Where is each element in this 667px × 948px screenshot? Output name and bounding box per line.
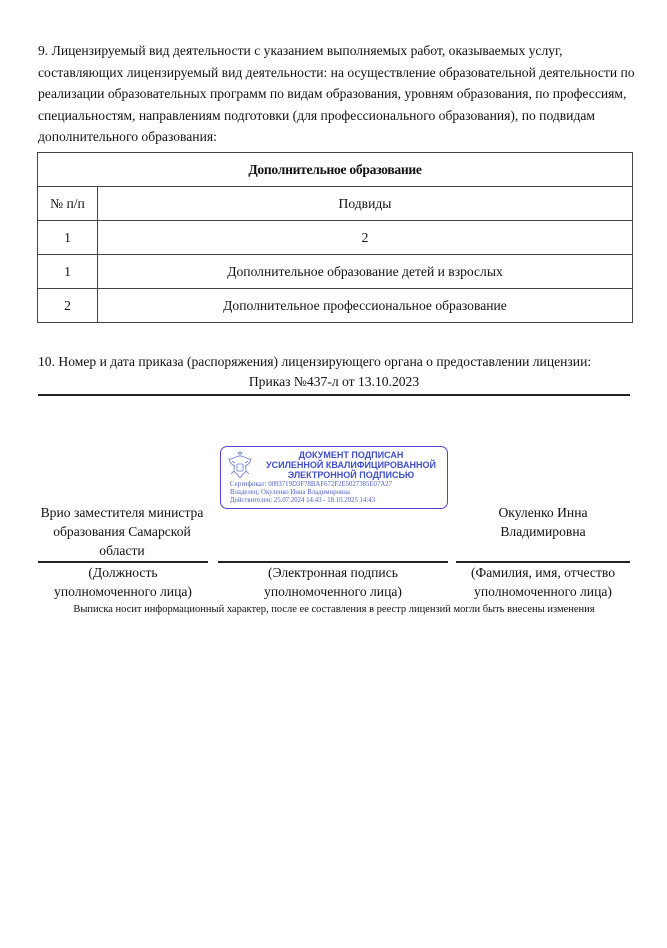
position-line: области [99, 543, 145, 558]
section-9-text: 9. Лицензируемый вид деятельности с указанием выполняемых работ, оказываемых услуг, составляющих лицензируемый вид деятельности: на осуществление образовательной деятельности по реализации образовательных программ по видам образования, уровням образования, по профессиям, специальностям, направлениям подготовки (для профессионального образования), по подвидам дополнительного образования: [38, 43, 635, 144]
table-column-number-row [38, 221, 633, 255]
caption-full-name [456, 563, 630, 601]
license-table [37, 152, 633, 323]
caption-line: (Электронная подпись [268, 565, 398, 580]
stamp-title [255, 450, 447, 480]
disclaimer-note: Выписка носит информационный характер, после ее составления в реестр лицензий могли быть внесены изменения [73, 604, 595, 615]
caption-e-signature [218, 563, 448, 601]
table-row [38, 289, 633, 323]
caption-line: (Фамилия, имя, отчество [470, 565, 616, 580]
signatory-position [30, 503, 214, 560]
stamp-title-line: ЭЛЕКТРОННОЙ ПОДПИСЬЮ [287, 470, 415, 480]
table-title-row [38, 153, 633, 187]
position-line: Врио заместителя министра [40, 505, 204, 520]
signatory-name [456, 503, 630, 541]
table-title: Дополнительное образование [38, 153, 633, 187]
row-subtype: Дополнительное образование детей и взрослых [98, 255, 633, 289]
caption-position [30, 563, 216, 601]
caption-line: уполномоченного лица) [264, 584, 402, 599]
coat-of-arms-icon [226, 451, 254, 481]
order-underline [38, 394, 630, 396]
row-number: 1 [38, 255, 98, 289]
order-number: Приказ №437-л от 13.10.2023 [248, 374, 420, 389]
section-10-text: 10. Номер и дата приказа (распоряжения) лицензирующего органа о предоставлении лицензии: [38, 354, 592, 369]
name-line: Владимировна [500, 524, 586, 539]
stamp-title-line: ДОКУМЕНТ ПОДПИСАН [298, 450, 404, 460]
column-number: 1 [38, 221, 98, 255]
row-subtype: Дополнительное профессиональное образование [98, 289, 633, 323]
row-number: 2 [38, 289, 98, 323]
caption-line: уполномоченного лица) [474, 584, 612, 599]
column-header-number: № п/п [38, 187, 98, 221]
caption-line: уполномоченного лица) [54, 584, 192, 599]
position-line: образования Самарской [53, 524, 191, 539]
column-number: 2 [98, 221, 633, 255]
stamp-owner: Владелец: Окуленко Инна Владимировна [230, 489, 350, 496]
caption-line: (Должность [88, 565, 158, 580]
table-row [38, 255, 633, 289]
table-header-row [38, 187, 633, 221]
stamp-validity: Действителен: 25.07.2024 14:43 - 18.10.2025 14:43 [230, 497, 376, 504]
stamp-title-line: УСИЛЕННОЙ КВАЛИФИЦИРОВАННОЙ [266, 460, 436, 470]
stamp-certificate: Сертификат: 0093719D3F78BAF672F2E5027385E07A27 [230, 481, 393, 488]
column-header-subtypes: Подвиды [98, 187, 633, 221]
name-line: Окуленко Инна [498, 505, 588, 520]
e-signature-stamp [220, 446, 448, 509]
